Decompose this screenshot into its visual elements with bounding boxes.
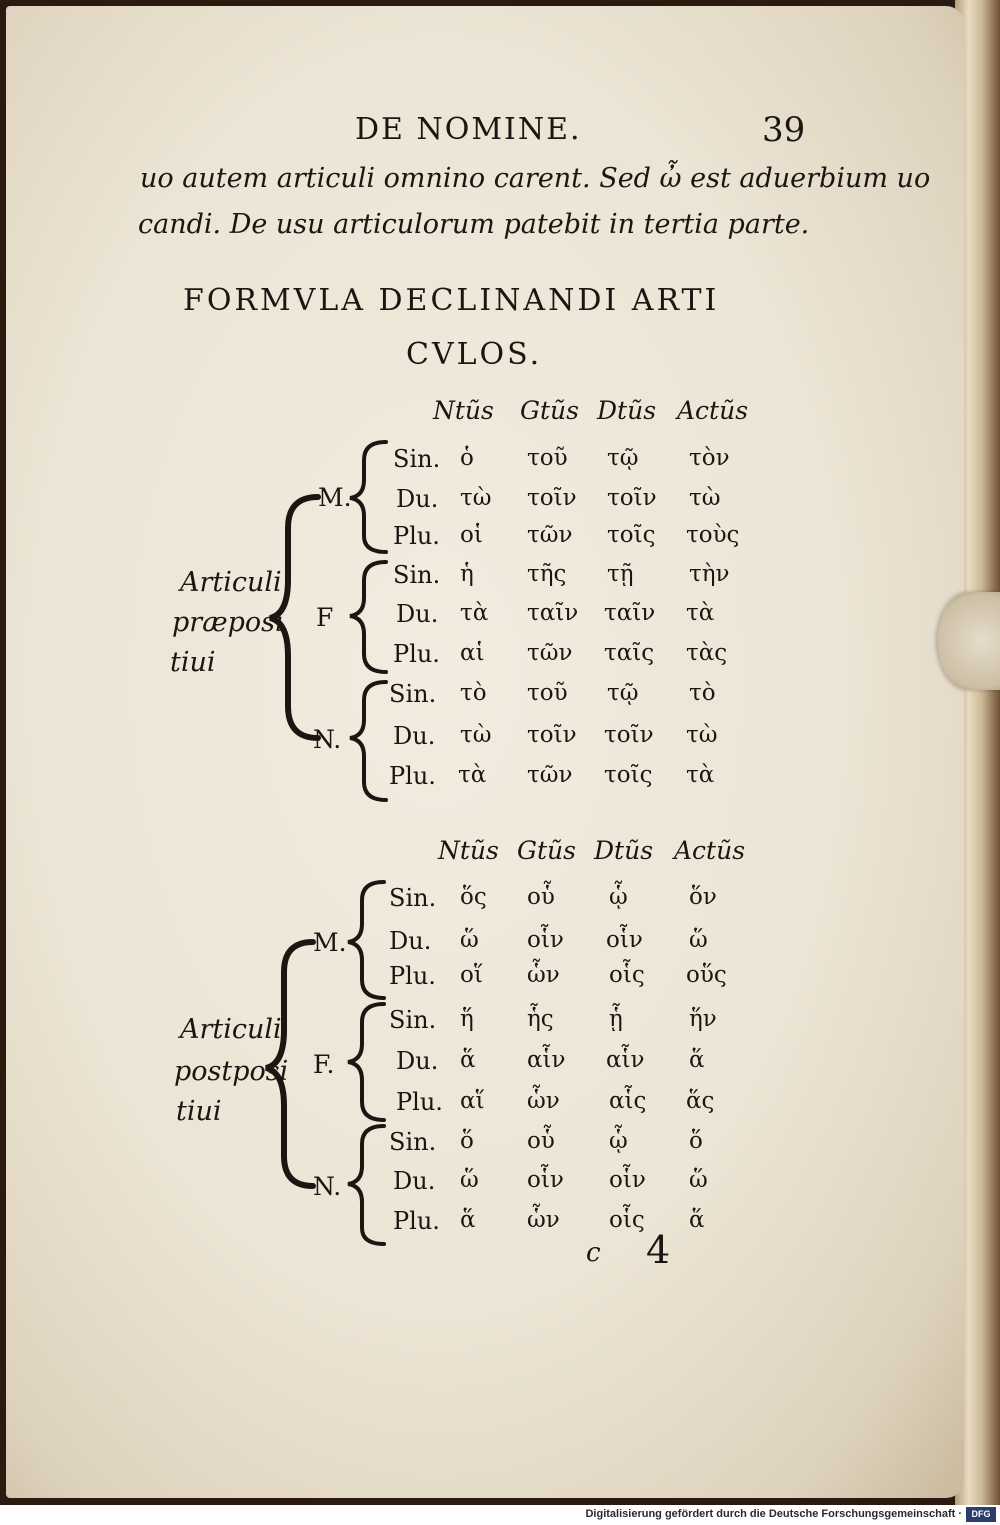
form-dative: τοῖς bbox=[607, 522, 656, 548]
row-label: Sin. bbox=[389, 884, 437, 912]
form-accusative: τὼ bbox=[686, 722, 718, 748]
form-genitive: τῶν bbox=[527, 640, 573, 666]
form-accusative: τὰ bbox=[686, 762, 715, 788]
form-nominative: ὁ bbox=[460, 445, 474, 471]
form-dative: ταῖς bbox=[604, 640, 655, 666]
dfg-logo: DFG bbox=[966, 1507, 996, 1522]
form-genitive: ὧν bbox=[527, 1207, 560, 1233]
funding-credit: Digitalisierung gefördert durch die Deutsche Forschungsgemeinschaft · bbox=[585, 1508, 962, 1520]
form-genitive: οἷν bbox=[527, 927, 564, 953]
form-dative: τῇ bbox=[607, 561, 634, 587]
form-dative: αἷς bbox=[609, 1088, 647, 1114]
row-label: Du. bbox=[389, 927, 432, 955]
form-genitive: ἧς bbox=[527, 1006, 554, 1032]
gender-label-masculine: M. bbox=[313, 928, 347, 957]
form-dative: τοῖν bbox=[604, 722, 654, 748]
column-header-nominative: Ntũs bbox=[433, 396, 494, 425]
section-title-line-2: CVLOS. bbox=[406, 337, 543, 372]
row-label: Du. bbox=[393, 1167, 436, 1195]
column-header-dative: Dtũs bbox=[597, 396, 657, 425]
form-dative: οἷς bbox=[609, 962, 645, 988]
form-genitive: οὗ bbox=[527, 884, 555, 910]
form-nominative: ὅς bbox=[460, 884, 487, 910]
side-label-line-3: tiui bbox=[176, 1096, 222, 1127]
form-genitive: ὧν bbox=[527, 962, 560, 988]
row-label: Plu. bbox=[393, 640, 440, 668]
form-accusative: ἅς bbox=[686, 1088, 715, 1114]
form-nominative: τὰ bbox=[458, 762, 487, 788]
column-header-nominative: Ntũs bbox=[438, 836, 499, 865]
side-label-line-2: præposi bbox=[172, 607, 284, 638]
form-accusative: ἅ bbox=[689, 1047, 705, 1073]
row-label: Plu. bbox=[389, 962, 436, 990]
column-header-accusative: Actũs bbox=[677, 396, 749, 425]
form-nominative: ἥ bbox=[460, 1006, 474, 1032]
section-title-line-1: FORMVLA DECLINANDI ARTI bbox=[183, 283, 720, 318]
column-header-genitive: Gtũs bbox=[520, 396, 579, 425]
form-accusative: ἥν bbox=[689, 1006, 717, 1032]
row-label: Plu. bbox=[389, 762, 436, 790]
form-dative: τῷ bbox=[607, 680, 639, 706]
gender-label-neuter: N. bbox=[313, 725, 342, 754]
form-accusative: τὸ bbox=[689, 680, 716, 706]
form-dative: οἷν bbox=[609, 1167, 646, 1193]
page-clip bbox=[938, 592, 1000, 690]
form-nominative: οἵ bbox=[460, 962, 483, 988]
form-nominative: ἡ bbox=[460, 561, 474, 587]
row-label: Du. bbox=[396, 1047, 439, 1075]
row-label: Plu. bbox=[393, 522, 440, 550]
side-label-line-1: Articuli bbox=[180, 1014, 282, 1045]
gender-label-neuter: N. bbox=[313, 1172, 342, 1201]
column-header-accusative: Actũs bbox=[674, 836, 746, 865]
form-genitive: τοῖν bbox=[527, 722, 577, 748]
gender-label-feminine: F bbox=[316, 603, 334, 632]
form-genitive: ὧν bbox=[527, 1088, 560, 1114]
form-genitive: αἷν bbox=[527, 1047, 566, 1073]
form-accusative: τὰς bbox=[686, 640, 728, 666]
row-label: Sin. bbox=[389, 680, 437, 708]
side-label-line-2: postposi bbox=[174, 1056, 289, 1087]
row-label: Sin. bbox=[389, 1128, 437, 1156]
form-accusative: τοὺς bbox=[686, 522, 740, 548]
form-nominative: τὼ bbox=[460, 722, 492, 748]
column-header-genitive: Gtũs bbox=[517, 836, 576, 865]
gender-label-feminine: F. bbox=[313, 1050, 335, 1079]
form-genitive: τῆς bbox=[527, 561, 567, 587]
form-accusative: οὕς bbox=[686, 962, 727, 988]
form-accusative: ὅν bbox=[689, 884, 717, 910]
form-accusative: ὥ bbox=[689, 1167, 708, 1193]
form-genitive: τοῦ bbox=[527, 445, 568, 471]
form-nominative: ὅ bbox=[460, 1128, 474, 1154]
form-dative: αἷν bbox=[606, 1047, 645, 1073]
form-nominative: ἅ bbox=[460, 1207, 476, 1233]
form-accusative: ὥ bbox=[689, 927, 708, 953]
form-genitive: τῶν bbox=[527, 762, 573, 788]
form-accusative: τὼ bbox=[689, 485, 721, 511]
row-label: Sin. bbox=[393, 445, 441, 473]
row-label: Plu. bbox=[393, 1207, 440, 1235]
side-label-line-3: tiui bbox=[170, 647, 216, 678]
column-header-dative: Dtũs bbox=[594, 836, 654, 865]
row-label: Du. bbox=[396, 485, 439, 513]
form-dative: ταῖν bbox=[604, 600, 656, 626]
form-nominative: ἅ bbox=[460, 1047, 476, 1073]
form-nominative: τὸ bbox=[460, 680, 487, 706]
form-dative: τῷ bbox=[607, 445, 639, 471]
form-dative: ᾧ bbox=[609, 1128, 628, 1154]
form-genitive: τῶν bbox=[527, 522, 573, 548]
body-line-1: uo autem articuli omnino carent. Sed ὦ est aduerbium uo bbox=[140, 163, 931, 194]
body-line-2: candi. De usu articulorum patebit in tertia parte. bbox=[138, 209, 810, 240]
form-genitive: τοῖν bbox=[527, 485, 577, 511]
form-nominative: αἱ bbox=[460, 640, 485, 666]
form-nominative: ὥ bbox=[460, 927, 479, 953]
row-label: Du. bbox=[396, 600, 439, 628]
running-title: DE NOMINE. bbox=[355, 112, 582, 147]
footer-bar bbox=[0, 1505, 1000, 1525]
form-dative: ᾧ bbox=[609, 884, 628, 910]
form-nominative: οἱ bbox=[460, 522, 483, 548]
side-label-line-1: Articuli bbox=[180, 567, 282, 598]
form-accusative: ἅ bbox=[689, 1207, 705, 1233]
form-nominative: αἵ bbox=[460, 1088, 485, 1114]
form-genitive: οἷν bbox=[527, 1167, 564, 1193]
form-nominative: τὰ bbox=[460, 600, 489, 626]
page-number: 39 bbox=[762, 110, 806, 150]
form-accusative: τὰ bbox=[686, 600, 715, 626]
row-label: Plu. bbox=[396, 1088, 443, 1116]
row-label: Sin. bbox=[389, 1006, 437, 1034]
form-dative: οἷς bbox=[609, 1207, 645, 1233]
form-accusative: ὅ bbox=[689, 1128, 703, 1154]
form-nominative: ὥ bbox=[460, 1167, 479, 1193]
gender-label-masculine: M. bbox=[318, 483, 352, 512]
row-label: Du. bbox=[393, 722, 436, 750]
form-dative: τοῖς bbox=[604, 762, 653, 788]
form-dative: ᾗ bbox=[609, 1006, 623, 1032]
form-genitive: ταῖν bbox=[527, 600, 579, 626]
row-label: Sin. bbox=[393, 561, 441, 589]
form-genitive: οὗ bbox=[527, 1128, 555, 1154]
form-genitive: τοῦ bbox=[527, 680, 568, 706]
form-dative: οἷν bbox=[606, 927, 643, 953]
form-dative: τοῖν bbox=[607, 485, 657, 511]
signature-letter: c bbox=[586, 1238, 601, 1268]
form-nominative: τὼ bbox=[460, 485, 492, 511]
form-accusative: τὴν bbox=[689, 561, 730, 587]
form-accusative: τὸν bbox=[689, 445, 730, 471]
signature-number: 4 bbox=[646, 1228, 671, 1272]
